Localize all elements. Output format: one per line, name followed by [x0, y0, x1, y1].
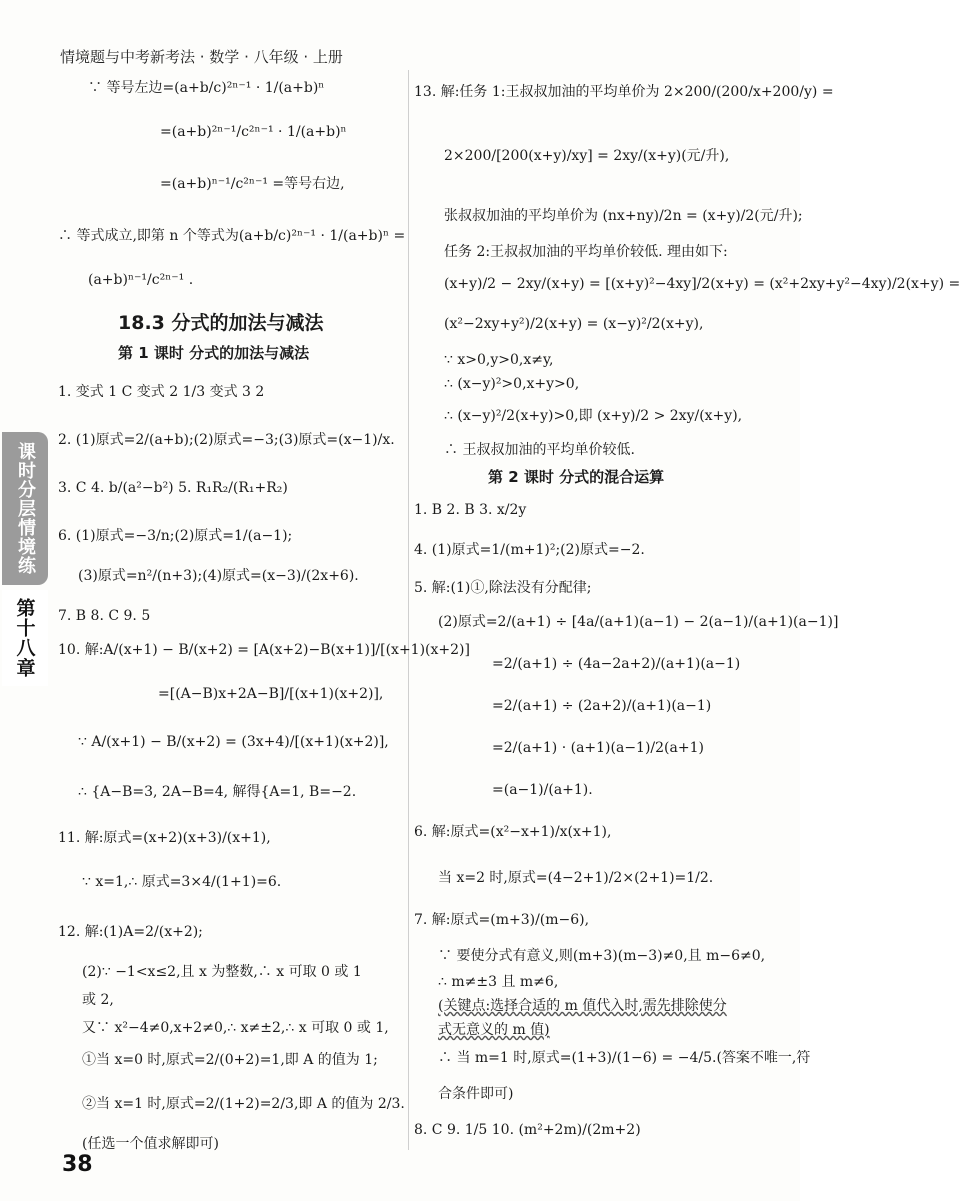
answer-line: ∵ A/(x+1) − B/(x+2) = (3x+4)/[(x+1)(x+2)],: [78, 734, 389, 750]
answer-line: ∴ 当 m=1 时,原式=(1+3)/(1−6) = −4/5.(答案不唯一,符: [438, 1050, 811, 1066]
answer-line: (2)∵ −1<x≤2,且 x 为整数,∴ x 可取 0 或 1: [82, 964, 362, 980]
answer-line: 12. 解:(1)A=2/(x+2);: [58, 924, 203, 940]
text-line: ∵ 等号左边=(a+b/c)²ⁿ⁻¹ · 1/(a+b)ⁿ: [88, 80, 325, 96]
answer-line: 8. C 9. 1/5 10. (m²+2m)/(2m+2): [414, 1122, 641, 1138]
side-tab-label: 课时分层情境练: [15, 442, 36, 575]
answer-line: 11. 解:原式=(x+2)(x+3)/(x+1),: [58, 830, 271, 846]
answer-line: 13. 解:任务 1:王叔叔加油的平均单价为 2×200/(200/x+200/y) =: [414, 84, 834, 100]
answer-line: 2. (1)原式=2/(a+b);(2)原式=−3;(3)原式=(x−1)/x.: [58, 432, 395, 448]
text-line: ∴ 等式成立,即第 n 个等式为(a+b/c)²ⁿ⁻¹ · 1/(a+b)ⁿ =: [58, 228, 406, 244]
answer-line: 6. 解:原式=(x²−x+1)/x(x+1),: [414, 824, 612, 840]
answer-line: 当 x=2 时,原式=(4−2+1)/2×(2+1)=1/2.: [438, 870, 714, 886]
page-number: 38: [62, 1152, 93, 1177]
lesson-title: 第 1 课时 分式的加法与减法: [118, 344, 310, 362]
answer-line: (x+y)/2 − 2xy/(x+y) = [(x+y)²−4xy]/2(x+y) = (x²+2xy+y²−4xy)/2(x+y) =: [444, 276, 960, 292]
answer-line: ∴ (x−y)²>0,x+y>0,: [444, 376, 580, 392]
answer-line: 1. 变式 1 C 变式 2 1/3 变式 3 2: [58, 384, 265, 400]
answer-line: 5. 解:(1)①,除法没有分配律;: [414, 580, 592, 596]
side-tab: [2, 432, 48, 585]
answer-line: 或 2,: [82, 992, 114, 1008]
answer-line: ∵ x>0,y>0,x≠y,: [444, 352, 554, 368]
answer-line: 合条件即可): [438, 1086, 514, 1102]
answer-line: 4. (1)原式=1/(m+1)²;(2)原式=−2.: [414, 542, 645, 558]
answer-line: =[(A−B)x+2A−B]/[(x+1)(x+2)],: [158, 686, 384, 702]
section-title: 18.3 分式的加法与减法: [118, 312, 324, 334]
answer-line: 7. 解:原式=(m+3)/(m−6),: [414, 912, 590, 928]
key-point-note: (关键点:选择合适的 m 值代入时,需先排除使分: [438, 998, 727, 1014]
answer-line: ∵ x=1,∴ 原式=3×4/(1+1)=6.: [82, 874, 282, 890]
answer-line: 2×200/[200(x+y)/xy] = 2xy/(x+y)(元/升),: [444, 148, 730, 164]
answer-line: (x²−2xy+y²)/2(x+y) = (x−y)²/2(x+y),: [444, 316, 704, 332]
answer-line: (2)原式=2/(a+1) ÷ [4a/(a+1)(a−1) − 2(a−1)/(a+1)(a−1)]: [438, 614, 839, 630]
text-line: (a+b)ⁿ⁻¹/c²ⁿ⁻¹ .: [88, 272, 194, 288]
answer-line: 任务 2:王叔叔加油的平均单价较低. 理由如下:: [444, 244, 728, 260]
answer-line: ∴ m≠±3 且 m≠6,: [438, 974, 559, 990]
answer-line: (任选一个值求解即可): [82, 1136, 219, 1152]
answer-line: ∵ 要使分式有意义,则(m+3)(m−3)≠0,且 m−6≠0,: [438, 948, 766, 964]
answer-line: ∴ 王叔叔加油的平均单价较低.: [444, 442, 635, 458]
answer-line: 7. B 8. C 9. 5: [58, 608, 151, 624]
answer-line: ②当 x=1 时,原式=2/(1+2)=2/3,即 A 的值为 2/3.: [82, 1096, 405, 1112]
answer-line: =2/(a+1) · (a+1)(a−1)/2(a+1): [492, 740, 704, 756]
answer-line: 3. C 4. b/(a²−b²) 5. R₁R₂/(R₁+R₂): [58, 480, 288, 496]
text-line: =(a+b)ⁿ⁻¹/c²ⁿ⁻¹ =等号右边,: [160, 176, 345, 192]
answer-line: ∴ {A−B=3, 2A−B=4, 解得{A=1, B=−2.: [78, 784, 357, 800]
answer-line: 1. B 2. B 3. x/2y: [414, 502, 527, 518]
chapter-tab: [2, 590, 48, 686]
page-header: 情境题与中考新考法 · 数学 · 八年级 · 上册: [60, 48, 343, 66]
answer-line: 张叔叔加油的平均单价为 (nx+ny)/2n = (x+y)/2(元/升);: [444, 208, 803, 224]
lesson-title: 第 2 课时 分式的混合运算: [488, 468, 665, 486]
answer-line: =(a−1)/(a+1).: [492, 782, 593, 798]
answer-line: 又∵ x²−4≠0,x+2≠0,∴ x≠±2,∴ x 可取 0 或 1,: [82, 1020, 389, 1036]
answer-line: ①当 x=0 时,原式=2/(0+2)=1,即 A 的值为 1;: [82, 1052, 378, 1068]
text-line: =(a+b)²ⁿ⁻¹/c²ⁿ⁻¹ · 1/(a+b)ⁿ: [160, 124, 347, 140]
answer-line: ∴ (x−y)²/2(x+y)>0,即 (x+y)/2 > 2xy/(x+y),: [444, 408, 743, 424]
answer-line: 10. 解:A/(x+1) − B/(x+2) = [A(x+2)−B(x+1)]/[(x+1)(x+2)]: [58, 642, 470, 658]
answer-line: =2/(a+1) ÷ (4a−2a+2)/(a+1)(a−1): [492, 656, 741, 672]
answer-line: (3)原式=n²/(n+3);(4)原式=(x−3)/(2x+6).: [78, 568, 359, 584]
key-point-note: 式无意义的 m 值): [438, 1022, 550, 1038]
column-divider: [408, 70, 409, 1150]
answer-line: =2/(a+1) ÷ (2a+2)/(a+1)(a−1): [492, 698, 712, 714]
answer-line: 6. (1)原式=−3/n;(2)原式=1/(a−1);: [58, 528, 293, 544]
chapter-label: 第十八章: [13, 598, 36, 678]
